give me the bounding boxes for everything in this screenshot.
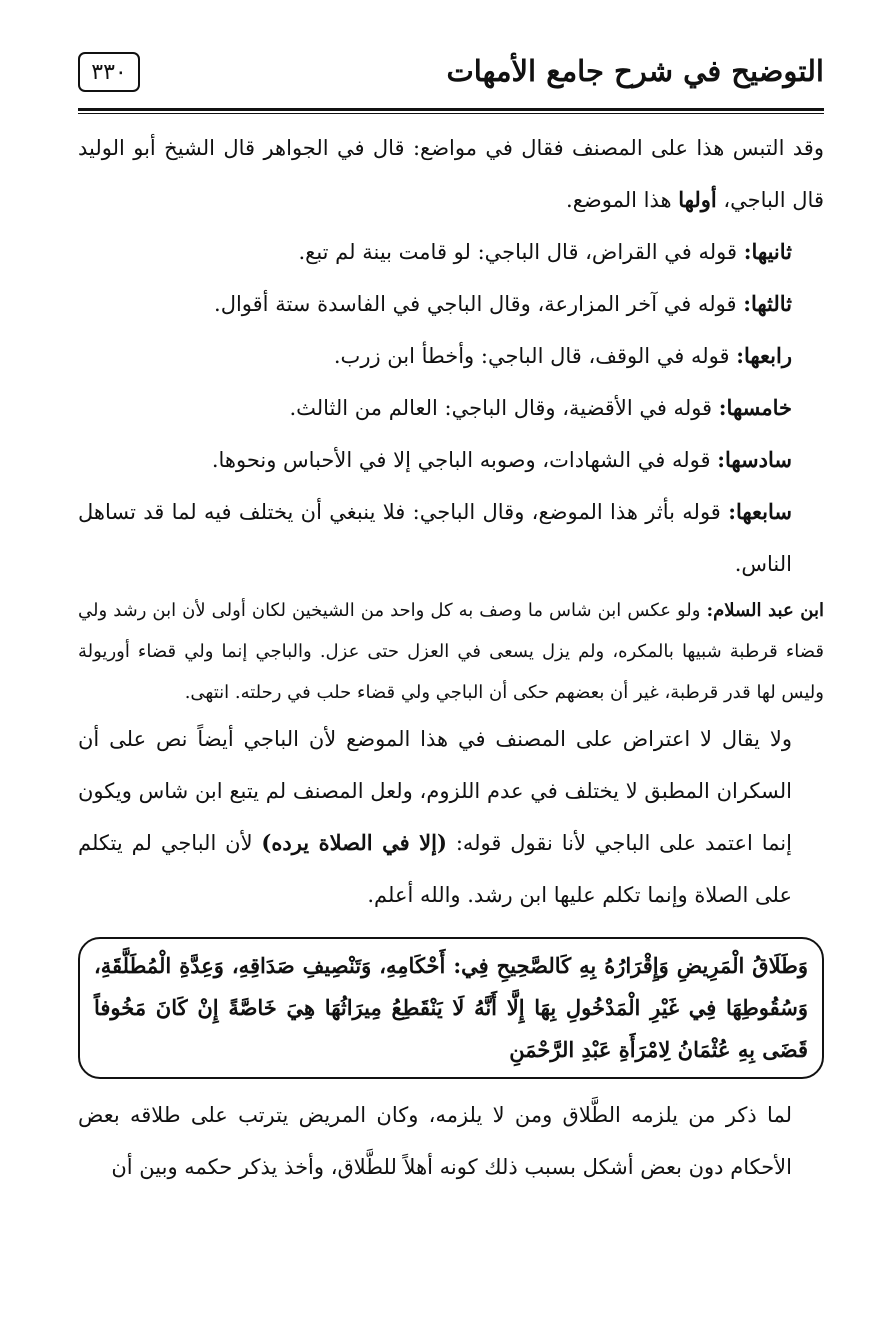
discussion-text-b: لأن الباجي لم يتكلم على الصلاة وإنما تكلم عليها ابن رشد. والله أعلم. bbox=[78, 831, 792, 907]
list-item bbox=[78, 486, 824, 590]
matn-box bbox=[78, 937, 824, 1079]
list-item bbox=[78, 278, 824, 330]
matn-text: وَطَلَاقُ الْمَرِيضِ وَإِقْرَارُهُ بِهِ كَالصَّحِيحِ فِي: أَحْكَامِهِ، وَتَنْصِيفِ صَدَاقِهِ، وَعِدَّةِ الْمُطَلَّقَةِ، وَسُقُوطِهَا فِي غَيْرِ الْمَدْخُولِ بِهَا إِلَّا أَنَّهُ لَا يَنْقَطِعُ مِيرَاثُهَا هِيَ خَاصَّةً إِنْ كَانَ مَخُوفاً قَضَى بِهِ عُثْمَانُ لِامْرَأَةِ عَبْدِ الرَّحْمَنِ bbox=[94, 953, 808, 1062]
page-body bbox=[78, 120, 824, 1193]
list-item-lead: ثالثها: bbox=[743, 291, 792, 316]
header-rule bbox=[78, 108, 824, 111]
list-item bbox=[78, 226, 824, 278]
list-item-text: قوله في القراض، قال الباجي: لو قامت بينة لم تبع. bbox=[298, 240, 738, 264]
intro-rest: هذا الموضع. bbox=[566, 188, 672, 212]
quote-lead: ابن عبد السلام: bbox=[706, 600, 824, 621]
quote-text: ولو عكس ابن شاس ما وصف به كل واحد من الشيخين لكان أولى لأن ابن رشد ولي قضاء قرطبة شبيها بالمكره، ولم يزل يسعى في العزل حتى عزل. والباجي إنما ولي قضاء أوريولة وليس لها قدر قرطبة، غير أن بعضهم حكى أن الباجي ولي قضاء حلب في رحلته. انتهى. bbox=[78, 600, 824, 703]
list-item-lead: ثانيها: bbox=[743, 239, 792, 264]
list-item-lead: رابعها: bbox=[736, 343, 792, 368]
list-item-text: قوله في الأقضية، وقال الباجي: العالم من الثالث. bbox=[289, 396, 713, 420]
list-item bbox=[78, 330, 824, 382]
intro-lead: أولها bbox=[678, 187, 717, 212]
list-item-lead: سادسها: bbox=[717, 447, 792, 472]
paragraph-intro bbox=[78, 122, 824, 226]
discussion-text-a: ولا يقال لا اعتراض على المصنف في هذا الموضع لأن الباجي أيضاً نص على أن السكران المطبق لا يختلف في عدم اللزوم، ولعل المصنف لم يتبع ابن شاس ويكون إنما اعتمد على الباجي لأنا نقول قوله: bbox=[78, 727, 792, 855]
intro-text: وقد التبس هذا على المصنف فقال في مواضع: قال في الجواهر قال الشيخ أبو الوليد قال الباجي، bbox=[78, 136, 824, 212]
list-item-lead: خامسها: bbox=[718, 395, 792, 420]
list-item-text: قوله في آخر المزارعة، وقال الباجي في الفاسدة ستة أقوال. bbox=[214, 292, 737, 316]
header-rule-thin bbox=[78, 113, 824, 114]
running-header bbox=[78, 48, 824, 100]
list-item-text: قوله في الوقف، قال الباجي: وأخطأ ابن زرب. bbox=[333, 344, 730, 368]
header-title: التوضيح في شرح جامع الأمهات bbox=[446, 54, 824, 88]
paragraph-discussion bbox=[78, 713, 824, 921]
list-item bbox=[78, 434, 824, 486]
paragraph-commentary: لما ذكر من يلزمه الطَّلاق ومن لا يلزمه، وكان المريض يترتب على طلاقه بعض الأحكام دون بعض أشكل بسبب ذلك كونه أهلاً للطَّلاق، وأخذ يذكر حكمه وبين أن bbox=[78, 1103, 792, 1179]
list-item-text: قوله في الشهادات، وصوبه الباجي إلا في الأحباس ونحوها. bbox=[211, 448, 711, 472]
list-item-text: قوله بأثر هذا الموضع، وقال الباجي: فلا ينبغي أن يختلف فيه لما قد تساهل الناس. bbox=[78, 500, 792, 576]
page-number: ٣٣٠ bbox=[78, 52, 140, 92]
list-item bbox=[78, 382, 824, 434]
list-item-lead: سابعها: bbox=[728, 499, 792, 524]
quote-paragraph bbox=[78, 590, 824, 713]
discussion-quote: (إلا في الصلاة يرده) bbox=[261, 830, 447, 855]
